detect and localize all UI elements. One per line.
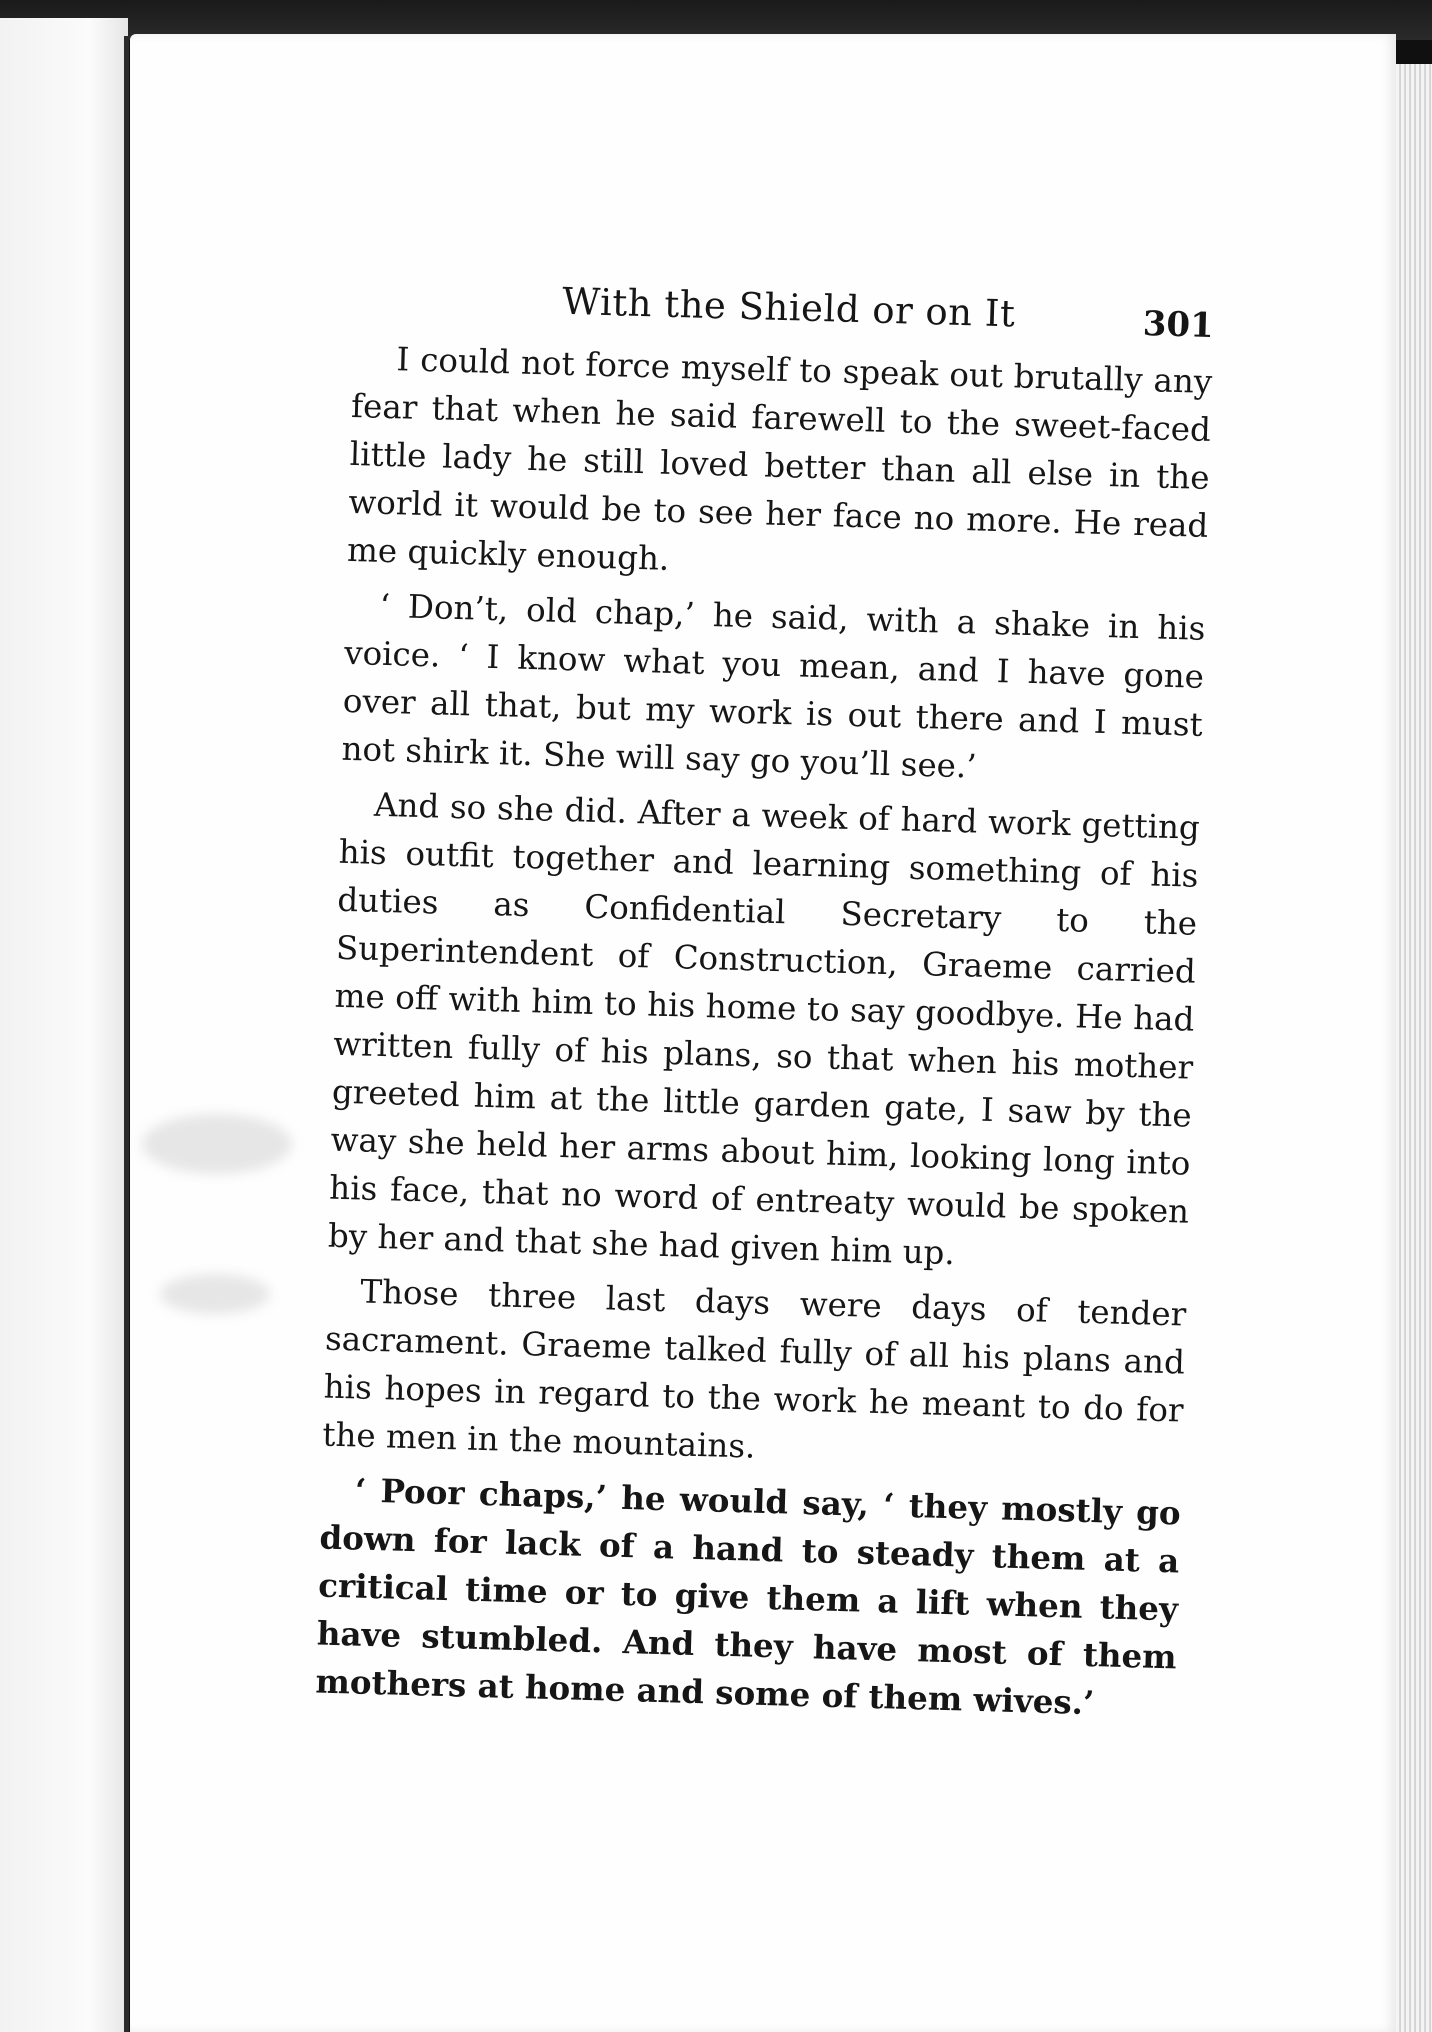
page-stack-edge: [1396, 64, 1432, 2032]
paragraph: And so she did. After a week of hard work getting his outfit together and learning something of his duties as Confidential Secretary to the Superintendent of Construction, Graeme carried me off with him to his home to say goodbye. He had written fully of his plans, so that when his mother greeted him at the little garden gate, I saw by the way she held her arms about him, looking long into his face, that no word of entreaty would be spoken by her and that she had given him up.: [327, 785, 1201, 1273]
ink-bleed-mark: [142, 1114, 292, 1174]
paragraph: ‘ Poor chaps,’ he would say, ‘ they mostly go down for lack of a hand to steady them at a critical time or to give them a lift when they have stumbled. And they have most of them mothers at home and some of them wives.’: [315, 1470, 1182, 1723]
running-head-title: With the Shield or on It: [561, 279, 1016, 336]
paragraph: I could not force myself to speak out brutally any fear that when he said farewell to the sweet-faced little lady he still loved better than all else in the world it would be to see her face no more. He read me quickly enough.: [346, 340, 1213, 578]
page-text: [315, 270, 1215, 1736]
facing-page-edge: [0, 18, 128, 2032]
ink-bleed-mark: [160, 1274, 270, 1314]
paragraph: Those three last days were days of tender sacrament. Graeme talked fully of all his plans and his hopes in regard to the work he meant to do for the men in the mountains.: [321, 1272, 1187, 1466]
book-gutter: [124, 36, 129, 2032]
paragraph: ‘ Don’t, old chap,’ he said, with a shake in his voice. ‘ I know what you mean, and I have gone over all that, but my work is out there and I must not shirk it. She will say go you’ll see.’: [341, 586, 1206, 786]
page-number: 301: [1142, 304, 1215, 346]
